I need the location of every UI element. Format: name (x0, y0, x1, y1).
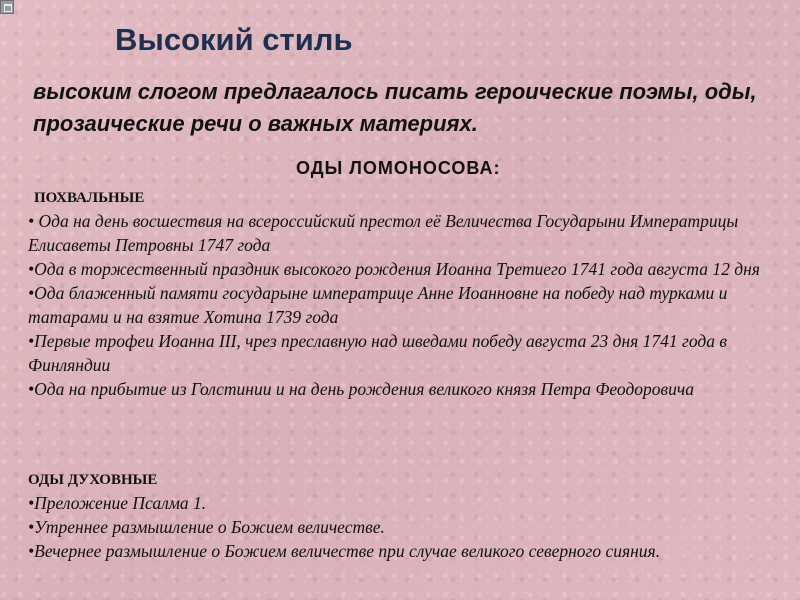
section-title: ОДЫ ЛОМОНОСОВА: (296, 158, 501, 178)
praise-odes-list (28, 209, 788, 401)
spiritual-odes-list (28, 491, 788, 563)
list-item: •Ода на прибытие из Голстинии и на день рождения великого князя Петра Феодоровича (28, 379, 694, 399)
list-item: •Ода блаженный памяти государыне императрице Анне Иоанновне на победу над турками и татарами и на взятие Хотина 1739 года (28, 283, 728, 327)
spiritual-odes-block (28, 469, 788, 563)
slide-title: Высокий стиль (115, 22, 353, 57)
list-item: • Ода на день восшествия на всероссийский престол её Величества Государыни Императрицы Елисаветы Петровны 1747 года (28, 211, 739, 255)
list-item: •Преложение Псалма 1. (28, 493, 207, 513)
slide-subtitle: высоким слогом предлагалось писать героические поэмы, оды, прозаические речи о важных материях. (33, 79, 757, 136)
list-item: •Первые трофеи Иоанна III, чрез преславную над шведами победу августа 23 дня 1741 года в Финляндии (28, 331, 727, 375)
praise-odes-block (28, 187, 788, 401)
slide-menu-icon[interactable] (0, 0, 14, 14)
praise-odes-heading: ПОХВАЛЬНЫЕ (34, 190, 145, 206)
list-item: •Утреннее размышление о Божием величестве. (28, 517, 385, 537)
list-item: •Ода в торжественный праздник высокого рождения Иоанна Третиего 1741 года августа 12 дня (28, 259, 760, 279)
spiritual-odes-heading: ОДЫ ДУХОВНЫЕ (28, 472, 158, 488)
list-item: •Вечернее размышление о Божием величестве при случае великого северного сияния. (28, 541, 661, 561)
